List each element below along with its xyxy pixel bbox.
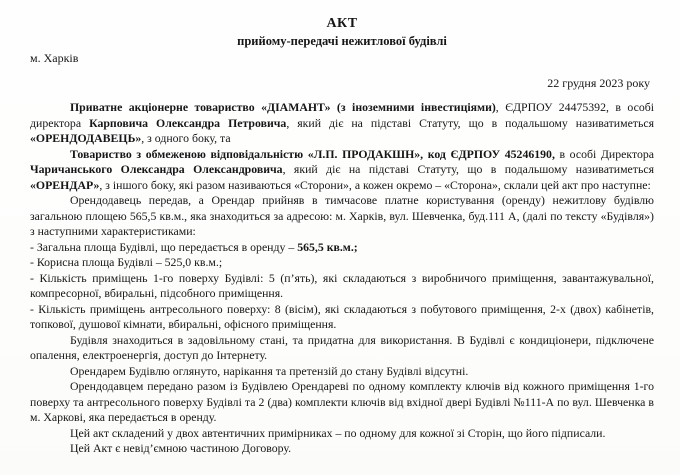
bullet-total-area (30, 240, 654, 256)
paragraph-keys: Орендодавцем передано разом із Будівлею Орендареві по одному комплекту ключів від кожного приміщення 1-го поверху та антресольного поверху Будівлі та 2 (два) комплекти ключів від вхідної двері Будівлі №111-А по вул. Шевченка в м. Харкові, яка передається в оренду. (30, 379, 654, 424)
document-body (30, 100, 654, 457)
bullet-mezzanine: - Кількість приміщень антресольного поверху: 8 (вісім), які складаються з побутового приміщення, 2-х (двох) кабінетів, топкової, душової кімнати, вбиральні, офісного приміщення. (30, 301, 654, 331)
lessee-edrpou-text: в особі Директора (554, 146, 654, 161)
lessee-role-label: «ОРЕНДАР» (30, 177, 100, 192)
lessor-role-label: «ОРЕНДОДАВЕЦЬ» (30, 131, 142, 145)
paragraph-transfer: Орендодавець передав, а Орендар прийняв в тимчасове платне користування (оренду) нежитлову будівлю загальною площею 565,5 кв.м., яка знаходиться за адресою: м. Харків, вул. Шевченка, буд.111 А, (далі по тексту «Будівля») з наступними характеристиками: (30, 193, 654, 238)
document-city: м. Харків (30, 51, 79, 65)
paragraph-copies: Цей акт складений у двох автентичних примірниках – по одному для кожної зі Сторін, що його підписали. (70, 425, 606, 440)
document-date: 22 грудня 2023 року (547, 76, 650, 90)
paragraph-lessor (30, 100, 654, 147)
lessor-director-name: Карповича Олександра Петровича (89, 115, 287, 130)
paragraph-integral: Цей Акт є невід’ємною частиною Договору. (70, 441, 292, 455)
paragraph-lessee (30, 147, 654, 194)
paragraph-inspection: Орендарем Будівлю оглянуто, нарікання та претензій до стану Будівлі відсутні. (70, 363, 469, 378)
bullet-usable-area: - Корисна площа Будівлі – 525,0 кв.м.; (30, 255, 223, 269)
lessee-company-name: Товариство з обмеженою відповідальністю «Л.П. ПРОДАКШН», код ЄДРПОУ 45246190, (70, 146, 555, 161)
bullet-total-area-text: - Загальна площа Будівлі, що передається в оренду – (30, 239, 298, 254)
lessor-statute-text: , який діє на підставі Статуту, що в подальшому називатиметься (286, 115, 654, 130)
bullet-total-area-value: 565,5 кв.м.; (297, 239, 358, 254)
lessee-tail-text: , з іншого боку, які разом називаються «Сторони», а кожен окремо – «Сторона», склали цей акт про наступне: (99, 177, 651, 192)
lessor-edrpou-text: , ЄДРПОУ 24475392, в особі директора (30, 100, 654, 130)
paragraph-condition: Будівля знаходиться в задовільному стані, та придатна для використання. В Будівлі є кондиціонери, підключене опалення, електроенергія, доступ до Інтернету. (30, 332, 654, 362)
lessor-company-name: Приватне акціонерне товариство «ДІАМАНТ» (з іноземними інвестиціями) (70, 100, 496, 114)
document-title: АКТ (326, 16, 358, 31)
lessee-director-name: Чаричанського Олександра Олександровича (30, 162, 283, 176)
document-subtitle: прийому-передачі нежитлової будівлі (237, 34, 447, 48)
lessor-tail-text: , з одного боку, та (141, 131, 231, 145)
lessee-statute-text: , який діє на підставі Статуту, що в подальшому називатиметься (282, 162, 654, 176)
bullet-first-floor: - Кількість приміщень 1-го поверху Будівлі: 5 (п’ять), які складаються з виробничого приміщення, завантажувальної, компресорної, вбиральні, підсобного приміщення. (30, 270, 654, 300)
